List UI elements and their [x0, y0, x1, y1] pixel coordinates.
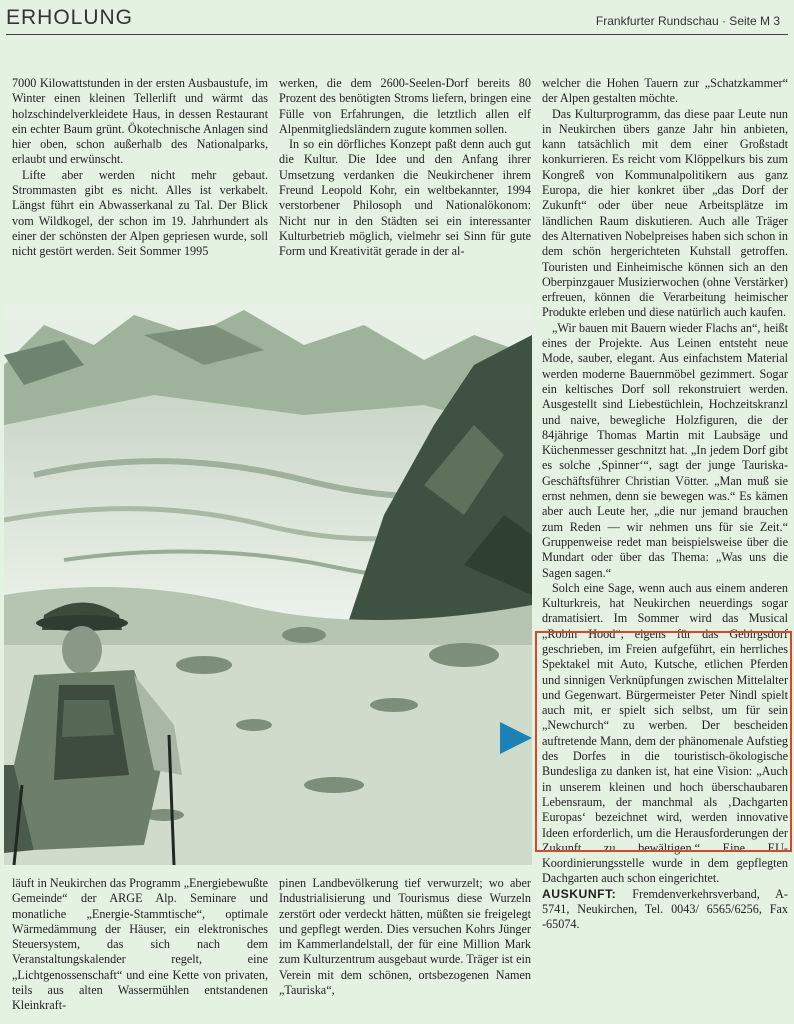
page-source: Frankfurter Rundschau · Seite M 3 [595, 14, 780, 28]
auskunft-text: Fremdenverkehrsverband, A-5741, Neukirchen, Tel. 0043/ 6565/6256, Fax -65074. [542, 886, 788, 932]
play-arrow-icon [496, 720, 536, 756]
paragraph: Lifte aber werden nicht mehr gebaut. Strommasten gibt es nicht. Alles ist verkabelt. Längst führt ein Abwasserkanal zu Tal. Der Blick vom Wildkogel, der schon im 19. Jahrhundert als einer der schönsten der Alpen gepriesen wurde, soll nicht gestört werden. Seit Sommer 1995 [12, 167, 268, 259]
photo-illustration [4, 305, 532, 865]
auskunft-label: AUSKUNFT: [542, 886, 617, 901]
section-title: ERHOLUNG [6, 6, 134, 29]
info-paragraph [542, 887, 788, 933]
highlighted-paragraph: Solch eine Sage, wenn auch aus einem anderen Kulturkreis, hat Neukirchen neuerdings sogar dramatisiert. Im Sommer wird das Musical „Robin Hood“, eigens für das Gebirgsdorf geschrieben, im Freien aufgeführt, ein herrliches Spektakel mit Auto, Kutsche, etlichen Pferden und sinnigen Verknüpfungen zwischen Mittelalter und Gegenwart. Bürgermeister Peter Nindl spielt auch mit, er spielt sich selbst, um für sein „Newchurch“ zu werben. Der bescheiden auftretende Mann, dem der phänomenale Aufstieg des Dorfes in die touristisch-ökologische Bundesliga zu danken ist, hat eine Vision: „Auch in unserem kleinen und hoch überschaubaren Lebensraum, der manchmal als ‚Dachgarten Europas‘ bezeichnet wird, werden innovative Ideen erforderlich, um die Herausforderungen der Zukunft zu bewältigen.“ Eine EU-Koordinierungsstelle wurde in dem gepflegten Dachgarten auch schon eingerichtet. [542, 580, 788, 886]
highlight-box [535, 631, 792, 852]
column-1-bottom [12, 876, 268, 1014]
paragraph: „Wir bauen mit Bauern wieder Flachs an“, heißt eines der Projekte. Aus Leinen entsteht neue Mode, sauber, elegant. Aus einfachstem Material werden moderne Bauernmöbel gezimmert. Sogar ein keltisches Dorf soll rekonstruiert werden. Ausgestellt sind Liebestüchlein, Hochzeitskranzl und naive, bewegliche Holzfiguren, die der 84jährige Thomas Martin mit Laubsäge und Küchenmesser geschnitzt hat. „In jedem Dorf gibt es solche ‚Spinner‘“, sagt der junge Tauriska-Geschäftsführer Christian Vötter. „Man muß sie ernst nehmen, denn sie bewegen was.“ Es kämen aber auch Leute her, „die nur jemand brauchen zum Reden — wir nehmen uns für sie Zeit.“ Gruppenweise redet man beispielsweise über die Mundart oder über das Thema: „Was uns die Sagen sagen.“ [542, 320, 788, 580]
glacier-hiker-photo [4, 305, 532, 865]
paragraph: läuft in Neukirchen das Programm „Energiebewußte Gemeinde“ der ARGE Alp. Seminare und monatliche „Energie-Stammtische“, optimale Wärmedämmung der Häuser, ein elektronisches Steuersystem, das sich nach dem Veranstaltungskalender regelt, eine „Lichtgenossenschaft“ und eine Kette von privaten, teils aus alten Wassermühlen entstandenen Kleinkraft- [12, 876, 268, 1013]
paragraph: 7000 Kilowattstunden in der ersten Ausbaustufe, im Winter einen kleinen Tellerlift und wärmt das holzschindelverkleidete Haus, in dessen Restaurant ein echter Baum grünt. Ökotechnische Anlagen sind hier oben, schon außerhalb des Nationalparks, erlaubt und erwünscht. [12, 76, 268, 167]
column-2-bottom [279, 876, 531, 998]
paragraph: Das Kulturprogramm, das diese paar Leute nun in Neukirchen übers ganze Jahr hin anbieten, kann tatsächlich mit dem einer Großstadt konkurrieren. Es reicht vom Klöppelkurs bis zum Kongreß von Kommunalpolitikern aus ganz Europa, die hier konkret über „das Dorf der Zukunft“ oder über neue Arbeitsplätze im ländlichen Raum diskutieren. Auch alle Träger des Alternativen Nobelpreises haben sich schon in dem schön hergerichteten Kuhstall getroffen. Touristen und Einheimische können sich an den Oberpinzgauer Musizierwochen (ohne Verstärker) erfreuen, können die Verarbeitung heimischer Produkte erleben und diese natürlich auch kaufen. [542, 106, 788, 320]
paragraph: welcher die Hohen Tauern zur „Schatzkammer“ der Alpen gestalten möchte. [542, 76, 788, 106]
column-2 [279, 76, 531, 260]
header-rule [6, 34, 788, 35]
paragraph: pinen Landbevölkerung tief verwurzelt; wo aber Industrialisierung und Tourismus diese Wurzeln zerstört oder verdeckt hätten, müßten sie freigelegt und gepflegt werden. Dies versuchen Kohrs Jünger im Kammerlandelstall, der für eine Million Mark zum Kulturzentrum ausgebaut wurde. Träger ist ein Verein mit dem schönen, ortsbezogenen Namen „Tauriska“, [279, 876, 531, 998]
paragraph: In so ein dörfliches Konzept paßt denn auch gut die Kultur. Die Idee und den Anfang ihrer Umsetzung verdanken die Neukirchener ihrem Freund Leopold Kohr, ein weltbekannter, 1994 verstorbener Philosoph und Nationalökonom: Nicht nur in den Städten sei ein interessanter Kulturbetrieb möglich, vielmehr sei Sinn für gute Form und Kreativität gerade in der al- [279, 137, 531, 259]
paragraph: werken, die dem 2600-Seelen-Dorf bereits 80 Prozent des benötigten Stroms liefern, bringen eine Fülle von Erfahrungen, die letztlich allen elf Alpenmitgliedsländern zugute kommen sollen. [279, 76, 531, 136]
column-1 [12, 76, 268, 260]
